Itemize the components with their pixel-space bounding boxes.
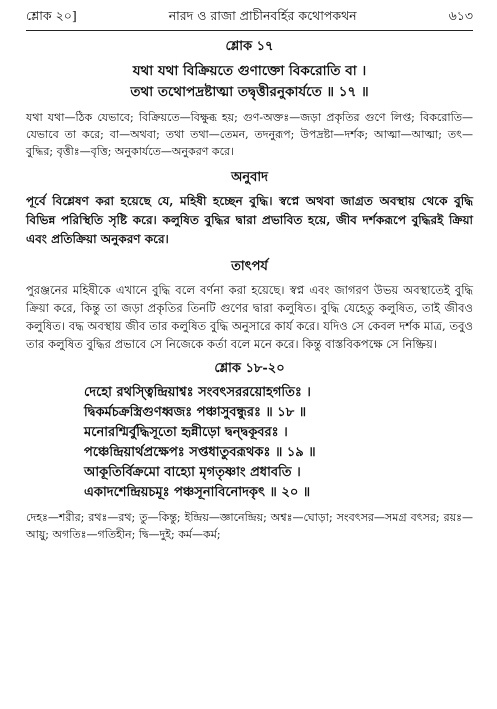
verse-18-20-lines — [84, 383, 473, 503]
header-verse-ref: শ্লোক ২০] — [26, 8, 77, 23]
verse-18-20-line-1: দেহো রথস্ত্বিন্দ্রিয়াশ্বঃ সংবৎসররয়োহগতিঃ । — [84, 385, 311, 400]
translation-title: অনুবাদ — [231, 170, 268, 185]
header-rule — [26, 30, 473, 31]
verse-17-title: শ্লোক ১৭ — [225, 39, 274, 54]
verse-17-line-2: তথা তথোপদ্রষ্টাত্মা তদ্বৃত্তীরনুকার্যতে ॥ ১৭ ॥ — [130, 84, 369, 100]
verse-17-line-1: যথা যথা বিক্রিয়তে গুণাক্তো বিকরোতি বা । — [132, 63, 367, 79]
verse-18-20-line-3: মনোরশ্মির্বুদ্ধিসূতো হৃন্নীড়ো দ্বন্দ্বকূবরঃ । — [84, 425, 288, 440]
translation-text: পূর্বে বিশ্লেষণ করা হয়েছে যে, মহিষী হচ্ছেন বুদ্ধি। স্বপ্নে অথবা জাগ্রত অবস্থায় থেকে বুদ্ধি বিভিন্ন পরিস্থিতি সৃষ্টি করে। কলুষিত বুদ্ধির দ্বারা প্রভাবিত হয়ে, জীব দর্শকরূপে বুদ্ধিরই ক্রিয়া এবং প্রতিক্রিয়া অনুকরণ করে। — [26, 194, 473, 246]
verse-18-20-line-4: পঞ্চেন্দ্রিয়ার্থপ্রক্ষেপঃ সপ্তধাতুবরূথকঃ ॥ ১৯ ॥ — [84, 445, 316, 460]
verse-18-20-line-6: একাদশেন্দ্রিয়চমূঃ পঞ্চসূনাবিনোদকৃৎ ॥ ২০ ॥ — [84, 485, 311, 500]
verse-18-20-line-5: আকূতির্বিক্রমো বাহ্যো মৃগতৃষ্ণাং প্রধাবতি । — [84, 465, 301, 480]
verse-17-synonyms: যথা যথা—ঠিক যেভাবে; বিক্রিয়তে—বিক্ষুব্ধ হয়; গুণ-অক্তঃ—জড়া প্রকৃতির গুণে লিপ্ত; বিকরোতি—যেভাবে তা করে; বা—অথবা; তথা তথা—তেমন, তদনুরূপ; উপদ্রষ্টা—দর্শক; আত্মা—আত্মা; তৎ—বুদ্ধির; বৃত্তীঃ—বৃত্তি; অনুকার্যতে—অনুকরণ করে। — [26, 111, 473, 158]
verse-18-synonyms: দেহঃ—শরীর; রথঃ—রথ; তু—কিন্তু; ইন্দ্রিয়—জ্ঞানেন্দ্রিয়; অশ্বঃ—ঘোড়া; সংবৎসর—সমগ্র বৎসর; রয়ঃ—আয়ু; অগতিঃ—গতিহীন; দ্বি—দুই; কর্ম—কর্ম; — [26, 511, 473, 541]
purport-title: তাৎপর্য — [231, 259, 268, 274]
purport-text: পুরঞ্জনের মহিষীকে এখানে বুদ্ধি বলে বর্ণনা করা হয়েছে। স্বপ্ন এবং জাগরণ উভয় অবস্থাতেই বুদ্ধি ক্রিয়া করে, কিন্তু তা জড়া প্রকৃতির তিনটি গুণের দ্বারা কলুষিত। বুদ্ধি যেহেতু কলুষিত, তাই জীবও কলুষিত। বদ্ধ অবস্থায় জীব তার কলুষিত বুদ্ধি অনুসারে কার্য করে। যদিও সে কেবল দর্শক মাত্র, তবুও তার কলুষিত বুদ্ধির প্রভাবে সে নিজেকে কর্তা বলে মনে করে। কিন্তু বাস্তবিকপক্ষে সে নিষ্ক্রিয়। — [26, 283, 473, 351]
header-page-number: ৬১৩ — [448, 8, 473, 23]
page-header — [26, 8, 473, 30]
verse-18-20-line-2: দ্বিকর্মচক্রস্ত্রিগুণধ্বজঃ পঞ্চাসুবন্ধুরঃ ॥ ১৮ ॥ — [84, 405, 307, 420]
header-chapter-title: নারদ ও রাজা প্রাচীনবর্হির কথোপকথন — [168, 8, 357, 23]
verse-18-20-title: শ্লোক ১৮-২০ — [214, 361, 285, 376]
